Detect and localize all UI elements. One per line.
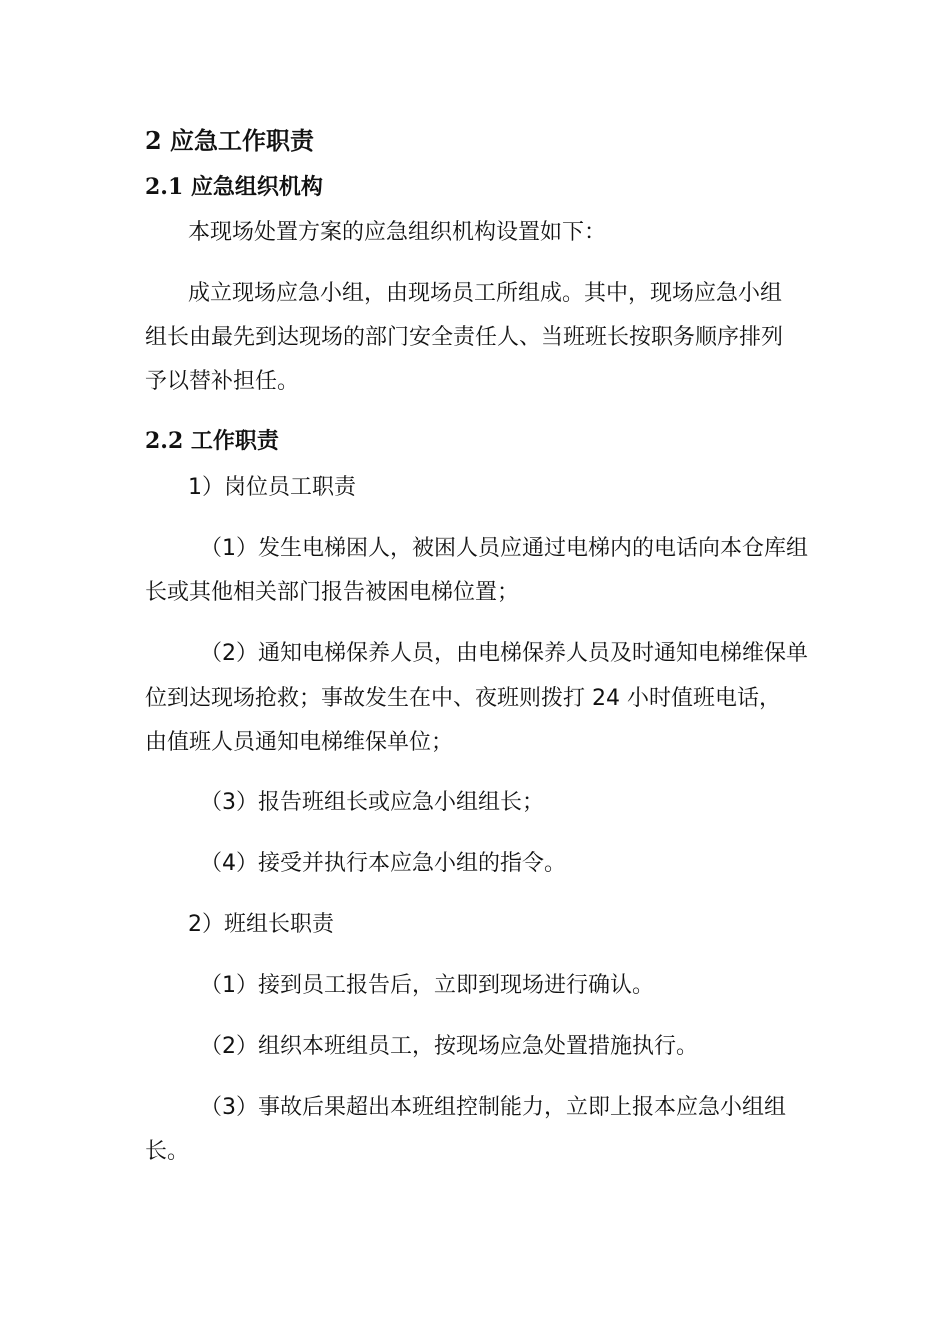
section-2-title: 2）班组长职责 xyxy=(188,912,334,937)
s1-item-2-line-2: 位到达现场抢救；事故发生在中、夜班则拨打 24 小时值班电话， xyxy=(145,686,781,711)
heading-section-2-2: 2.2 工作职责 xyxy=(145,428,279,454)
s1-item-3: （3）报告班组长或应急小组组长； xyxy=(200,790,544,815)
s2-item-2: （2）组织本班组员工，按现场应急处置措施执行。 xyxy=(200,1034,698,1059)
paragraph-intro: 本现场处置方案的应急组织机构设置如下： xyxy=(188,220,607,245)
heading-section-2-1: 2.1 应急组织机构 xyxy=(145,174,323,200)
heading-section-2: 2 应急工作职责 xyxy=(145,126,315,155)
s2-item-3-line-2: 长。 xyxy=(145,1139,190,1164)
s1-item-2-line-1: （2）通知电梯保养人员，由电梯保养人员及时通知电梯维保单 xyxy=(200,641,808,666)
paragraph-team-line-1: 成立现场应急小组，由现场员工所组成。其中，现场应急小组 xyxy=(188,281,783,306)
s2-item-3-line-1: （3）事故后果超出本班组控制能力，立即上报本应急小组组 xyxy=(200,1095,786,1120)
paragraph-team-line-3: 予以替补担任。 xyxy=(145,369,300,394)
paragraph-team-line-2: 组长由最先到达现场的部门安全责任人、当班班长按职务顺序排列 xyxy=(145,325,784,350)
s1-item-2-line-3: 由值班人员通知电梯维保单位； xyxy=(145,730,454,755)
s2-item-1: （1）接到员工报告后，立即到现场进行确认。 xyxy=(200,973,654,998)
section-1-title: 1）岗位员工职责 xyxy=(188,475,356,500)
s1-item-4: （4）接受并执行本应急小组的指令。 xyxy=(200,851,566,876)
s1-item-1-line-1: （1）发生电梯困人，被困人员应通过电梯内的电话向本仓库组 xyxy=(200,536,808,561)
s1-item-1-line-2: 长或其他相关部门报告被困电梯位置； xyxy=(145,580,520,605)
